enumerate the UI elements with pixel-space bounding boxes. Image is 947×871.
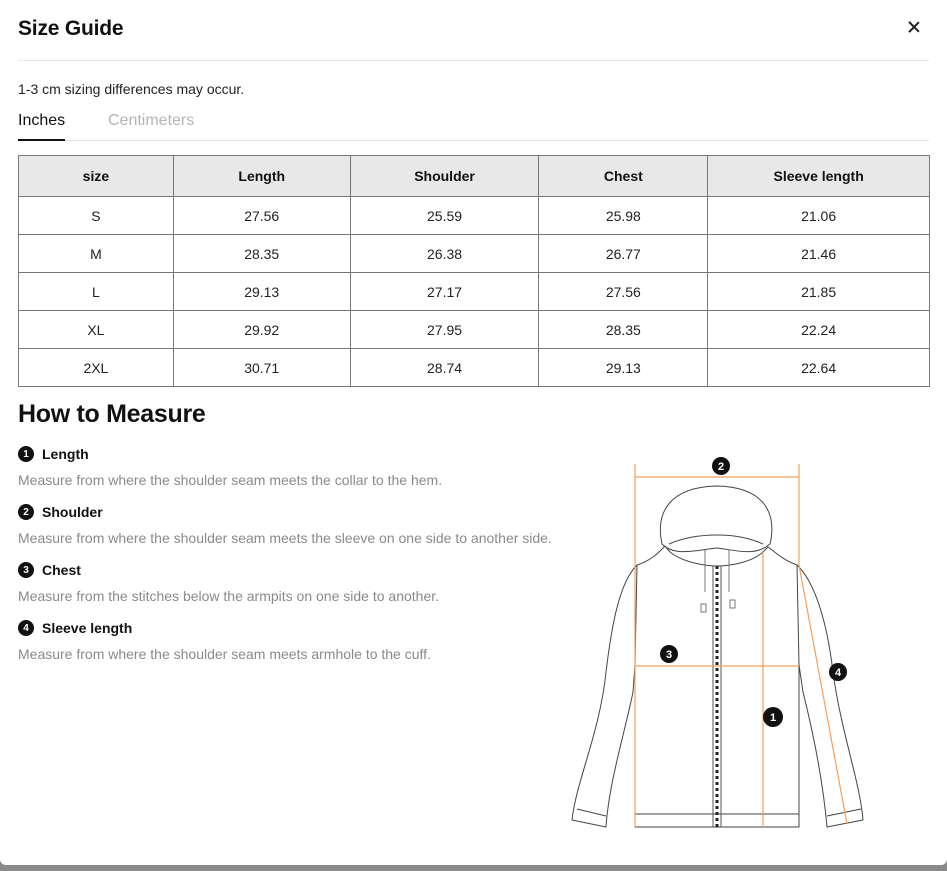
table-cell: S bbox=[19, 197, 174, 235]
table-cell: 25.98 bbox=[539, 197, 708, 235]
measure-description: Measure from the stitches below the armpits on one side to another. bbox=[18, 588, 440, 604]
sizing-note: 1-3 cm sizing differences may occur. bbox=[18, 81, 245, 97]
hoodie-hood bbox=[660, 486, 771, 552]
table-cell: 2XL bbox=[19, 349, 174, 387]
measure-label: Sleeve length bbox=[42, 620, 133, 636]
table-cell: 27.95 bbox=[350, 311, 539, 349]
table-cell: L bbox=[19, 273, 174, 311]
size-table bbox=[18, 155, 930, 387]
table-cell: 26.38 bbox=[350, 235, 539, 273]
table-cell: 21.06 bbox=[708, 197, 930, 235]
column-header-length: Length bbox=[173, 156, 350, 197]
measure-label: Length bbox=[42, 446, 89, 462]
table-cell: 27.56 bbox=[173, 197, 350, 235]
column-header-sleeve-length: Sleeve length bbox=[708, 156, 930, 197]
table-cell: 29.13 bbox=[173, 273, 350, 311]
hoodie-left-sleeve bbox=[572, 565, 637, 827]
table-cell: 27.17 bbox=[350, 273, 539, 311]
table-cell: 29.13 bbox=[539, 349, 708, 387]
number-badge: 4 bbox=[18, 620, 34, 636]
table-cell: 28.35 bbox=[173, 235, 350, 273]
hoodie-right-sleeve bbox=[797, 565, 863, 827]
unit-tabs bbox=[18, 110, 929, 141]
table-cell: 28.35 bbox=[539, 311, 708, 349]
number-badge: 3 bbox=[18, 562, 34, 578]
diagram-marker-label: 2 bbox=[717, 461, 725, 473]
modal-header bbox=[18, 0, 929, 61]
measure-item-length bbox=[18, 444, 578, 502]
table-cell: 22.24 bbox=[708, 311, 930, 349]
table-row bbox=[19, 235, 930, 273]
table-cell: XL bbox=[19, 311, 174, 349]
modal-title: Size Guide bbox=[18, 17, 124, 40]
measure-label: Shoulder bbox=[42, 504, 103, 520]
table-row bbox=[19, 197, 930, 235]
measure-description: Measure from where the shoulder seam meets the sleeve on one side to another side. bbox=[18, 530, 552, 546]
table-cell: 21.46 bbox=[708, 235, 930, 273]
number-badge: 2 bbox=[18, 504, 34, 520]
column-header-shoulder: Shoulder bbox=[350, 156, 539, 197]
table-cell: 25.59 bbox=[350, 197, 539, 235]
column-header-size: size bbox=[19, 156, 174, 197]
column-header-chest: Chest bbox=[539, 156, 708, 197]
how-to-measure-title: How to Measure bbox=[18, 400, 206, 428]
table-cell: 26.77 bbox=[539, 235, 708, 273]
table-cell: 30.71 bbox=[173, 349, 350, 387]
diagram-marker-label: 4 bbox=[834, 667, 842, 679]
table-cell: 27.56 bbox=[539, 273, 708, 311]
zipper bbox=[713, 566, 721, 827]
number-badge: 1 bbox=[18, 446, 34, 462]
table-row bbox=[19, 311, 930, 349]
measure-description: Measure from where the shoulder seam meets armhole to the cuff. bbox=[18, 646, 431, 662]
measure-list bbox=[18, 444, 578, 676]
table-row bbox=[19, 273, 930, 311]
measure-description: Measure from where the shoulder seam meets the collar to the hem. bbox=[18, 472, 443, 488]
measure-label: Chest bbox=[42, 562, 81, 578]
table-cell: 28.74 bbox=[350, 349, 539, 387]
measure-item-chest bbox=[18, 560, 578, 618]
diagram-marker-label: 1 bbox=[769, 712, 777, 724]
table-row bbox=[19, 349, 930, 387]
table-cell: 22.64 bbox=[708, 349, 930, 387]
table-header-row bbox=[19, 156, 930, 197]
diagram-marker-label: 3 bbox=[665, 649, 673, 661]
table-cell: M bbox=[19, 235, 174, 273]
table-cell: 21.85 bbox=[708, 273, 930, 311]
hoodie-measurement-diagram bbox=[565, 452, 875, 842]
measure-item-shoulder bbox=[18, 502, 578, 560]
tab-centimeters[interactable]: Centimeters bbox=[108, 112, 195, 129]
close-icon[interactable] bbox=[903, 17, 925, 39]
sleeve-measure-line bbox=[799, 565, 847, 824]
tab-inches[interactable]: Inches bbox=[18, 112, 65, 141]
measure-item-sleeve-length bbox=[18, 618, 578, 676]
table-cell: 29.92 bbox=[173, 311, 350, 349]
